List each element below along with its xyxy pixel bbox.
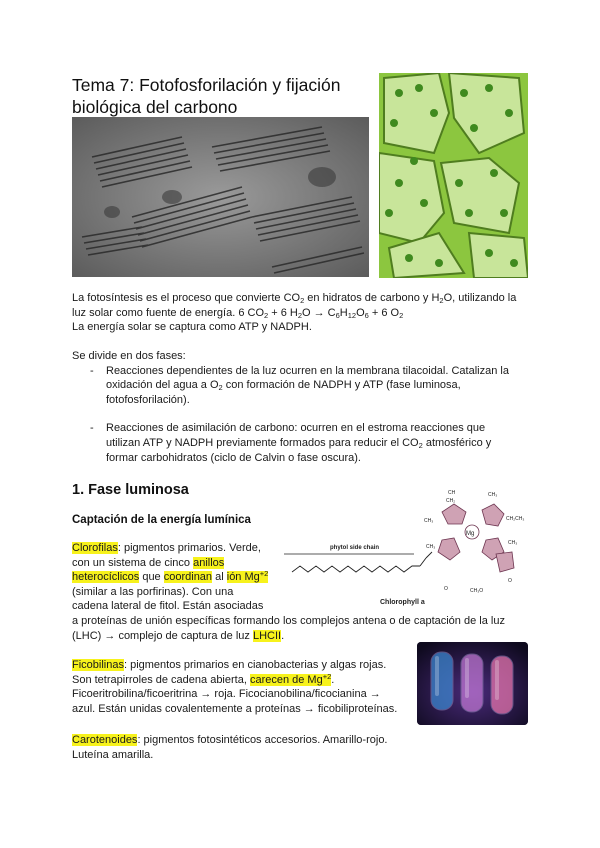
subscript: 2 (418, 440, 423, 450)
subscript: 2 (300, 296, 305, 305)
carotenoides-text: : pigmentos fotosintéticos accesorios. Amarillo-rojo. (137, 734, 388, 746)
ficobilinas-line (72, 673, 532, 688)
ficobilinas-text: : pigmentos primarios en cianobacterias y algas rojas. (123, 659, 387, 671)
ficobilinas-line: azul. Están unidas covalentemente a proteínas → ficobiliproteínas. (72, 702, 398, 715)
svg-text:CH₃: CH₃ (488, 492, 498, 498)
phase-text (106, 378, 532, 393)
intro-line-2 (72, 306, 532, 321)
phase-text: fotofosforilación). (106, 393, 190, 406)
highlight-ion-mg (227, 571, 269, 583)
subscript: 2 (297, 310, 302, 320)
intro-text: luz solar como fuente de energía. 6 CO (72, 306, 264, 319)
intro-text: + 6 H (268, 306, 298, 319)
svg-text:CH₃O: CH₃O (470, 588, 484, 594)
svg-text:CH₃: CH₃ (424, 518, 434, 524)
clorofilas-line: (similar a las porfirinas). Con una (72, 585, 234, 598)
phytol-label: phytol side chain (330, 545, 380, 551)
bullet-dash: - (90, 364, 94, 377)
subscript: 2 (399, 310, 404, 320)
mg-label: Mg (466, 531, 475, 537)
phase-item-light (72, 364, 532, 408)
clorofilas-paragraph (72, 541, 532, 643)
plant-cells-photo (379, 73, 528, 278)
phase-text-part: oxidación del agua a O (106, 379, 219, 392)
svg-text:O: O (508, 578, 512, 584)
highlight-heterociclicos: heterocíclicos (72, 571, 140, 584)
ficobilinas-paragraph (72, 658, 532, 716)
clorofilas-line (72, 556, 532, 571)
svg-text:O: O (444, 586, 448, 592)
phase-text: Reacciones dependientes de la luz ocurren en la membrana tilacoidal. Catalizan la (106, 364, 509, 377)
ficobilinas-line: Ficoeritrobilina/ficoeritrina → roja. Ficocianobilina/ficocianina → (72, 688, 381, 701)
clorofilas-line (72, 541, 532, 556)
intro-text: O → C (302, 306, 336, 319)
thylakoid-micrograph (72, 117, 369, 277)
ion-text: ión Mg (226, 571, 260, 584)
highlight-ficobilinas: Ficobilinas (72, 659, 124, 671)
bullet-dash: - (90, 422, 94, 435)
intro-line-3: La energía solar se captura como ATP y NADPH. (72, 321, 312, 334)
phase-text: Reacciones de asimilación de carbono: ocurren en el estroma reacciones que (106, 422, 486, 435)
superscript: +2 (259, 569, 269, 579)
highlight-anillos: anillos (193, 556, 225, 569)
subscript: 2 (218, 383, 223, 393)
phase-item-carbon (72, 421, 532, 465)
svg-text:CH₂: CH₂ (446, 498, 456, 504)
phase-text-part: utilizan ATP y NADPH previamente formados para reducir el CO (106, 436, 419, 449)
phase-text (106, 436, 532, 451)
title-line-2: biológica del carbono (72, 97, 238, 117)
carotenoides-paragraph (72, 733, 532, 762)
subscript: 2 (439, 296, 444, 305)
highlight-lhcii: LHCII (252, 629, 282, 642)
highlight-carecen-mg (249, 671, 332, 686)
carecen-text: carecen de Mg (249, 673, 323, 686)
subscript: 12 (347, 310, 357, 320)
phase-text: formar carbohidratos (ciclo de Calvin o fase oscura). (106, 451, 361, 464)
subscript: 2 (264, 310, 269, 320)
page-title (72, 74, 372, 118)
intro-text: La fotosíntesis es el proceso que convierte CO (72, 292, 301, 304)
phase-text-part: atmosférico y (422, 436, 492, 449)
intro-line-1 (72, 291, 532, 306)
chlorophyll-caption: Chlorophyll a (380, 599, 425, 606)
clorofilas-line: a proteínas de unión específicas formando los complejos antena o de captación de la luz (72, 614, 505, 627)
highlight-carotenoides: Carotenoides (72, 734, 138, 746)
clorofilas-text: que (139, 571, 164, 584)
section-heading-fase-luminosa: 1. Fase luminosa (72, 482, 189, 498)
ficobilinas-line (72, 658, 532, 673)
intro-paragraph (72, 291, 532, 335)
ficobilinas-text: Son tetrapirroles de cadena abierta, (72, 673, 250, 686)
clorofilas-text: (LHC) → complejo de captura de luz (72, 629, 253, 642)
clorofilas-line (72, 629, 532, 644)
superscript: +2 (322, 671, 332, 681)
subscript: 6 (335, 310, 340, 320)
subscript: 6 (364, 310, 369, 320)
title-line-1: Tema 7: Fotofosforilación y fijación (72, 75, 341, 95)
clorofilas-line (72, 570, 532, 585)
carotenoides-line: Luteína amarilla. (72, 748, 154, 761)
svg-text:CH₃: CH₃ (426, 544, 436, 550)
phases-list (72, 364, 532, 466)
intro-text: H (339, 306, 348, 319)
phases-section (72, 349, 532, 465)
highlight-clorofilas: Clorofilas (72, 542, 118, 554)
intro-text: + 6 O (368, 306, 400, 319)
carotenoides-line (72, 733, 532, 748)
highlight-coordinan: coordinan (163, 571, 213, 584)
ficobilinas-text: . (331, 673, 335, 686)
clorofilas-text: : pigmentos primarios. Verde, (117, 542, 261, 554)
subsection-heading-captacion: Captación de la energía lumínica (72, 514, 251, 526)
intro-text: en hidratos de carbono y H (304, 292, 440, 304)
phases-heading: Se divide en dos fases: (72, 350, 186, 362)
svg-text:CH: CH (448, 490, 456, 496)
clorofilas-text: . (281, 629, 285, 642)
svg-text:CH₂CH₃: CH₂CH₃ (506, 516, 525, 522)
clorofilas-line: cadena lateral de fitol. Están asociadas (72, 600, 264, 613)
svg-text:CH₃: CH₃ (508, 540, 518, 546)
clorofilas-text: con un sistema de cinco (72, 556, 194, 569)
phase-text-part: con formación de NADPH y ATP (fase luminosa, (222, 379, 461, 392)
intro-text: O, utilizando la (443, 292, 517, 304)
intro-text: O (356, 306, 365, 319)
clorofilas-text: al (212, 571, 227, 584)
